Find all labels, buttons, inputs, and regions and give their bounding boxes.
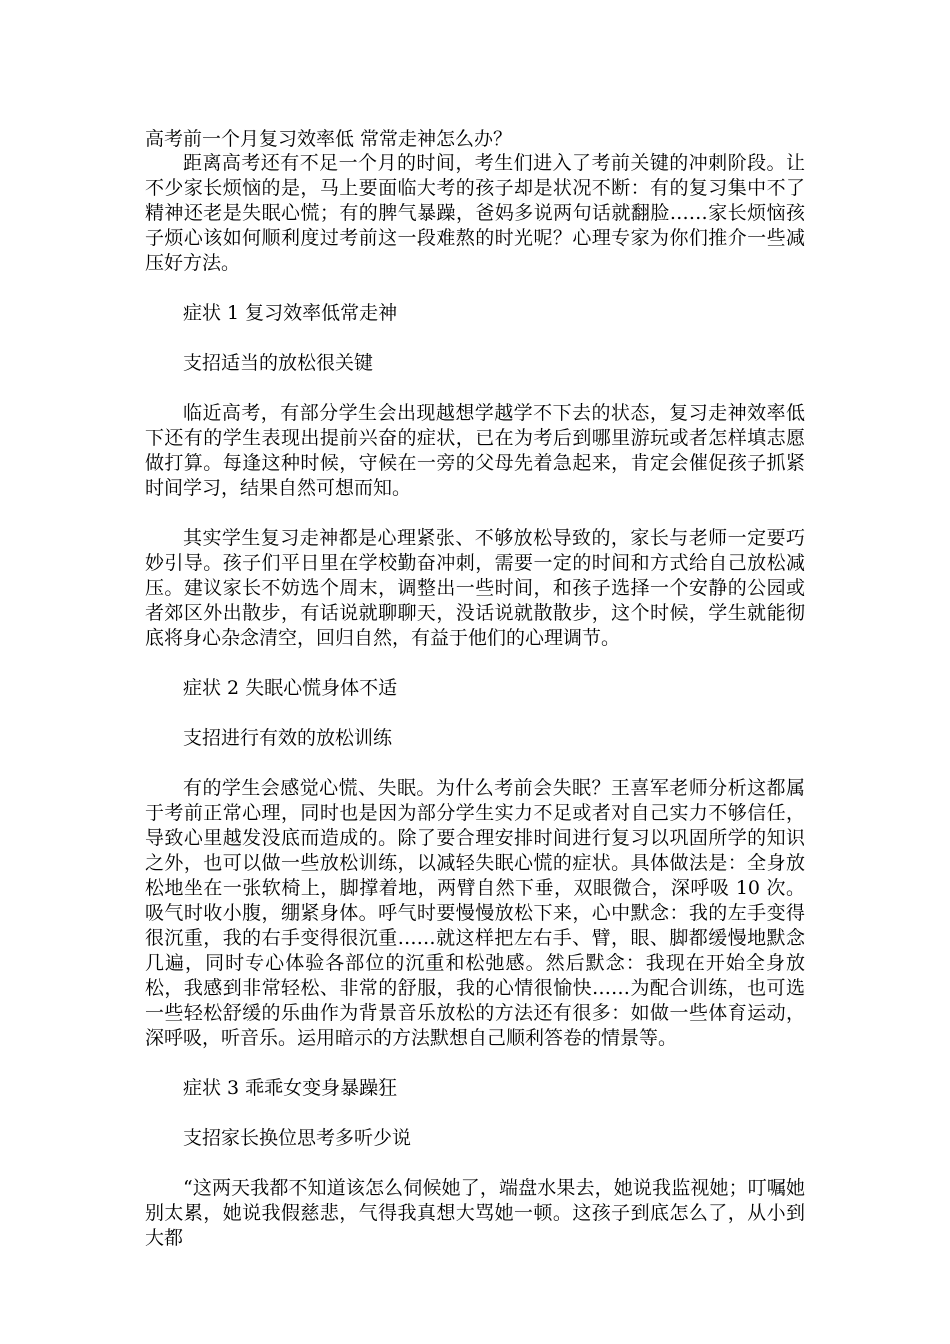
symptom-1-paragraph-2: 其实学生复习走神都是心理紧张、不够放松导致的，家长与老师一定要巧妙引导。孩子们平日里在学校勤奋冲刺，需要一定的时间和方式给自己放松减压。建议家长不妨选个周末，调整出一些时间，和孩子选择一个安静的公园或者郊区外出散步，有话说就聊聊天，没话说就散散步，这个时候，学生就能彻底将身心杂念清空，回归自然，有益于他们的心理调节。 bbox=[145, 527, 805, 649]
intro-paragraph: 距离高考还有不足一个月的时间，考生们进入了考前关键的冲刺阶段。让不少家长烦恼的是，马上要面临大考的孩子却是状况不断：有的复习集中不了精神还老是失眠心慌；有的脾气暴躁，爸妈多说两句话就翻脸……家长烦恼孩子烦心该如何顺利度过考前这一段难熬的时光呢？心理专家为你们推介一些减压好方法。 bbox=[145, 152, 805, 274]
symptom-3-tip: 支招家长换位思考多听少说 bbox=[183, 1127, 412, 1149]
symptom-2-heading: 症状 2 失眠心慌身体不适 bbox=[183, 677, 398, 699]
symptom-1-paragraph-1: 临近高考，有部分学生会出现越想学越学不下去的状态，复习走神效率低下还有的学生表现出提前兴奋的症状，已在为考后到哪里游玩或者怎样填志愿做打算。每逢这种时候，守候在一旁的父母先着急起来，肯定会催促孩子抓紧时间学习，结果自然可想而知。 bbox=[145, 402, 805, 499]
symptom-1-heading: 症状 1 复习效率低常走神 bbox=[183, 302, 398, 324]
document-page bbox=[145, 128, 805, 1251]
symptom-2-paragraph-1: 有的学生会感觉心慌、失眠。为什么考前会失眠？王喜军老师分析这都属于考前正常心理，同时也是因为部分学生实力不足或者对自己实力不够信任，导致心里越发没底而造成的。除了要合理安排时间进行复习以巩固所学的知识之外，也可以做一些放松训练，以减轻失眠心慌的症状。具体做法是：全身放松地坐在一张软椅上，脚撑着地，两臂自然下垂，双眼微合，深呼吸 10 次。吸气时收小腹，绷紧身体。呼气时要慢慢放松下来，心中默念：我的左手变得很沉重，我的右手变得很沉重……就这样把左右手、臂，眼、脚都缓慢地默念几遍，同时专心体验各部位的沉重和松弛感。然后默念：我现在开始全身放松，我感到非常轻松、非常的舒服，我的心情很愉快……为配合训练，也可选一些轻松舒缓的乐曲作为背景音乐放松的方法还有很多：如做一些体育运动，深呼吸，听音乐。运用暗示的方法默想自己顺利答卷的情景等。 bbox=[145, 777, 805, 1049]
symptom-3-paragraph-1: “这两天我都不知道该怎么伺候她了，端盘水果去，她说我监视她；叮嘱她别太累，她说我假慈悲，气得我真想大骂她一顿。这孩子到底怎么了，从小到大都 bbox=[145, 1177, 805, 1249]
symptom-2-tip: 支招进行有效的放松训练 bbox=[183, 727, 393, 749]
symptom-1-tip: 支招适当的放松很关键 bbox=[183, 352, 374, 374]
symptom-3-heading: 症状 3 乖乖女变身暴躁狂 bbox=[183, 1077, 398, 1099]
article-title: 高考前一个月复习效率低 常常走神怎么办？ bbox=[145, 128, 513, 150]
